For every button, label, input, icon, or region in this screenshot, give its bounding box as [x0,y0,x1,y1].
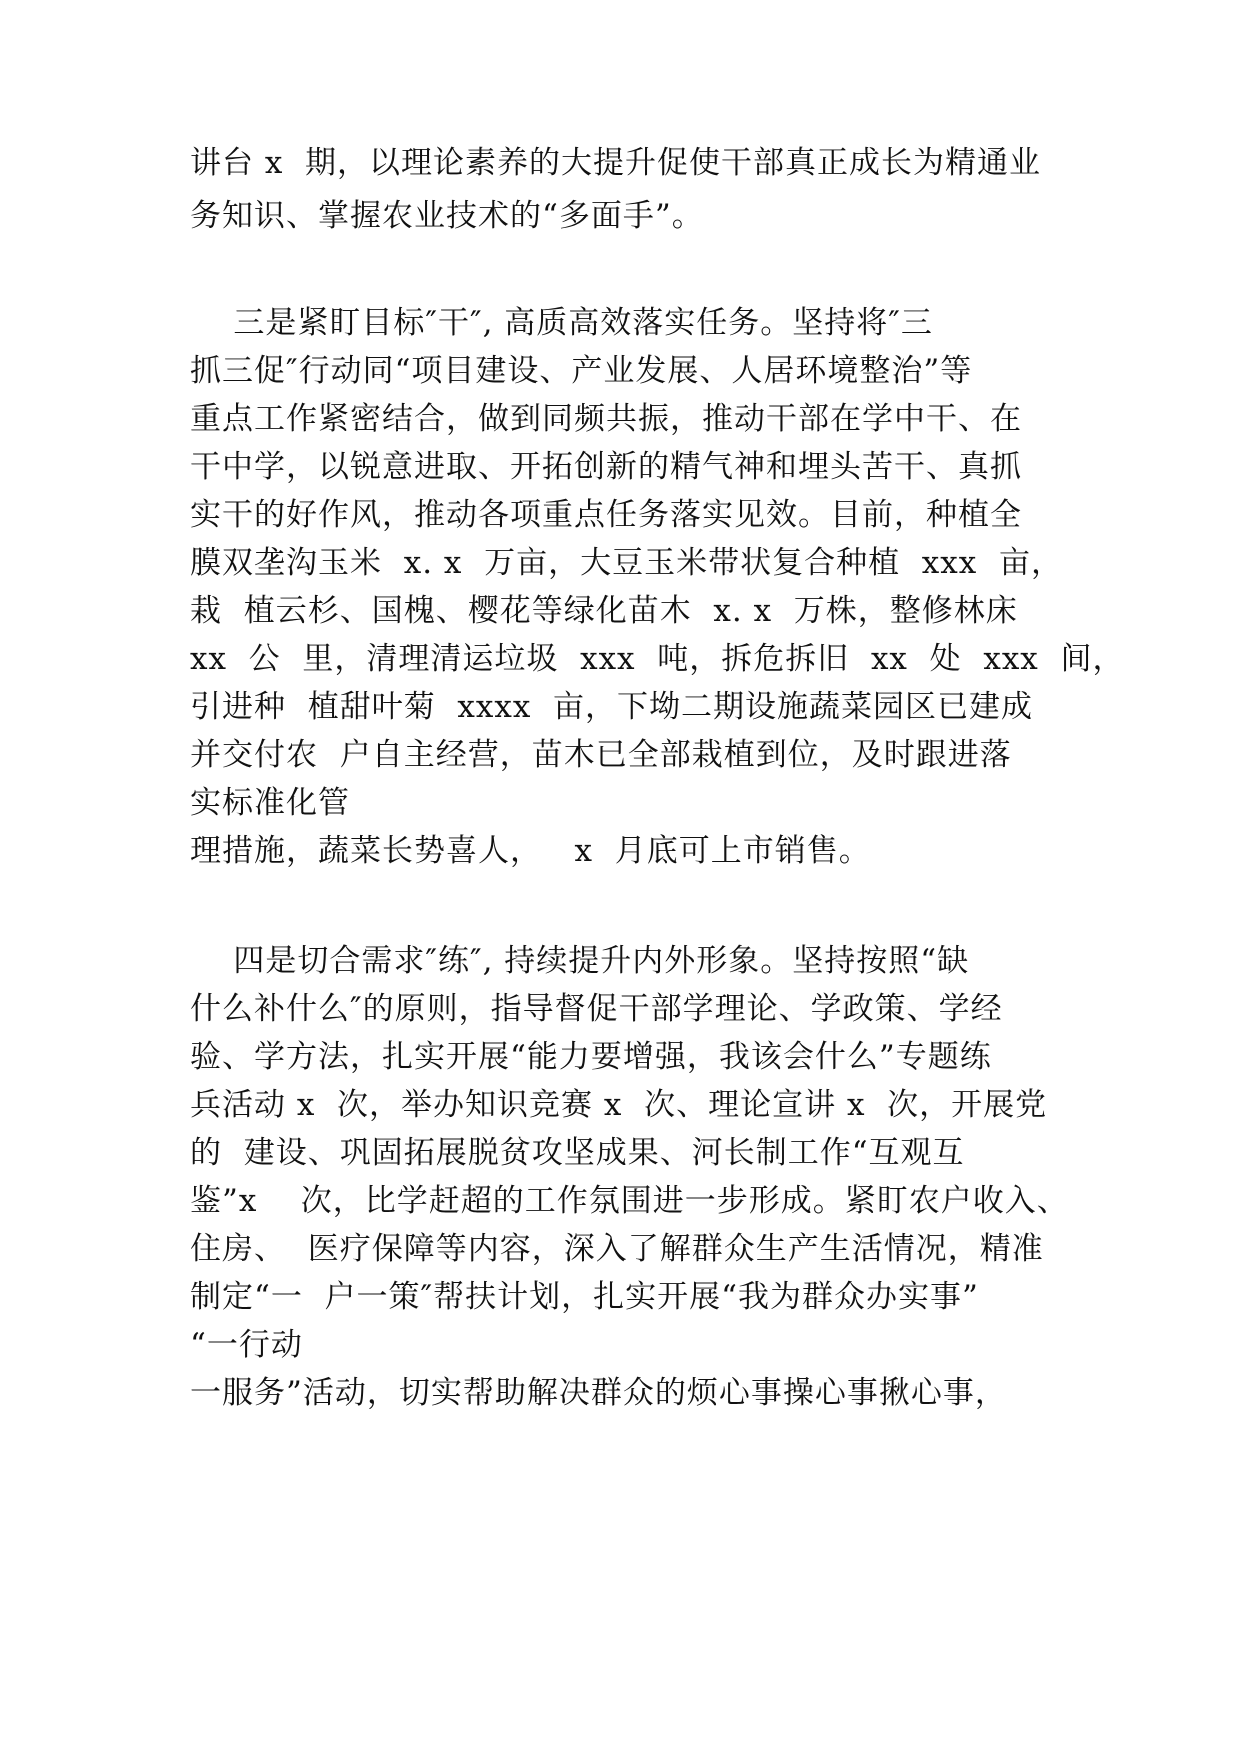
paragraph-1-line-2: 务知识、掌握农业技术的“多面手”。 [190,198,704,234]
paragraph-3-line-9: “一行动 [190,1327,303,1363]
paragraph-3-line-2: 什么补什么″的原则，指导督促干部学理论、学政策、学经 [190,991,1003,1027]
paragraph-2-line-10: 并交付农 户自主经营，苗木已全部栽植到位，及时跟进落 [190,737,1012,773]
paragraph-3-line-7: 住房、 医疗保障等内容，深入了解群众生产生活情况，精准 [190,1231,1044,1267]
paragraph-2-line-8: xx 公 里，清理清运垃圾 xxx 吨，拆危拆旧 xx 处 xxx 间， [190,641,1125,677]
paragraph-2-line-2: 抓三促″行动同“项目建设、产业发展、人居环境整治”等 [190,353,973,389]
paragraph-2-line-5: 实干的好作风，推动各项重点任务落实见效。目前，种植全 [190,497,1022,533]
paragraph-2-line-3: 重点工作紧密结合，做到同频共振，推动干部在学中干、在 [190,401,1022,437]
paragraph-3-line-10: 一服务”活动，切实帮助解决群众的烦心事操心事揪心事， [190,1375,1007,1411]
paragraph-2-line-1: 三是紧盯目标″干″, 高质高效落实任务。坚持将″三 [190,305,933,341]
paragraph-2-line-11: 实标准化管 [190,785,350,821]
paragraph-1-line-1: 讲台 x 期，以理论素养的大提升促使干部真正成长为精通业 [190,145,1042,181]
paragraph-3-line-1: 四是切合需求″练″, 持续提升内外形象。坚持按照“缺 [190,943,970,979]
paragraph-3-line-5: 的 建设、巩固拓展脱贫攻坚成果、河长制工作“互观互 [190,1135,965,1171]
paragraph-2-line-6: 膜双垄沟玉米 x. x 万亩，大豆玉米带状复合种植 xxx 亩， [190,545,1063,581]
paragraph-2-line-9: 引进种 植甜叶菊 xxxx 亩，下坳二期设施蔬菜园区已建成 [190,689,1034,725]
paragraph-3-line-3: 验、学方法，扎实开展“能力要增强，我该会什么”专题练 [190,1039,992,1075]
paragraph-2-line-12: 理措施，蔬菜长势喜人， x 月底可上市销售。 [190,833,871,869]
paragraph-3-line-4: 兵活动 x 次，举办知识竞赛 x 次、理论宣讲 x 次，开展党 [190,1087,1048,1123]
paragraph-3-line-6: 鉴”x 次，比学赶超的工作氛围进一步形成。紧盯农户收入、 [190,1183,1069,1219]
paragraph-2-line-7: 栽 植云杉、国槐、樱花等绿化苗木 x. x 万株，整修林床 [190,593,1018,629]
paragraph-2-line-4: 干中学，以锐意进取、开拓创新的精气神和埋头苦干、真抓 [190,449,1022,485]
paragraph-3-line-8: 制定“一 户一策″帮扶计划，扎实开展“我为群众办实事” [190,1279,979,1315]
